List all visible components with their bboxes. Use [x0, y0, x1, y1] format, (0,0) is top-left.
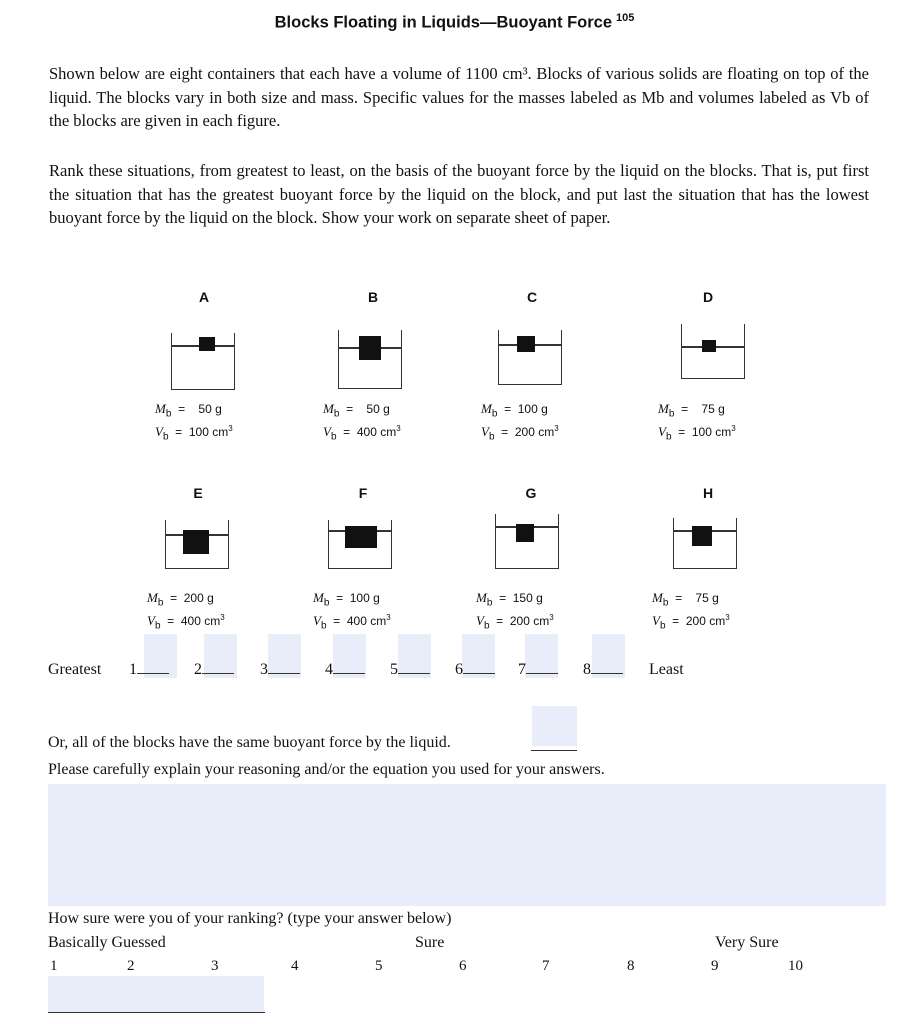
- mass-a: 50 g: [198, 402, 222, 416]
- rank-slot-7: 7: [518, 661, 558, 679]
- confidence-label-low: Basically Guessed: [48, 934, 166, 951]
- confidence-question: How sure were you of your ranking? (type your answer below): [48, 910, 452, 927]
- container-f-values: $M_b = 100$ g $V_b = 400$ $cm^3$: [313, 590, 391, 632]
- scale-9: 9: [711, 958, 719, 974]
- same-force-input[interactable]: [532, 706, 577, 746]
- scale-3: 3: [211, 958, 219, 974]
- container-e: [165, 520, 229, 569]
- container-f-label: F: [358, 485, 368, 501]
- scale-4: 4: [291, 958, 299, 974]
- container-a-values: $M_b$ = 50 g $V_b = 100$ $cm^3$: [155, 401, 233, 443]
- confidence-label-mid: Sure: [415, 934, 445, 951]
- intro-paragraph: Shown below are eight containers that each have a volume of 1100 cm³. Blocks of various solids are floating on top of the liquid. The blocks vary in both size and mass. Specific values for the masses labeled as Mb and volumes labeled as Vb of the blocks are given in each figure.: [49, 64, 869, 130]
- block-e: [183, 530, 209, 554]
- rank-slot-4: 4: [325, 661, 365, 679]
- mass-d: 75 g: [701, 402, 725, 416]
- block-a: [199, 337, 215, 351]
- rank-slot-8: 8: [583, 661, 623, 679]
- page-number: 105: [616, 12, 635, 24]
- explanation-textarea[interactable]: [48, 784, 886, 906]
- rank-slot-5: 5: [390, 661, 430, 679]
- container-c-label: C: [526, 289, 538, 305]
- container-b-label: B: [367, 289, 379, 305]
- mass-f: 100 g: [349, 591, 380, 605]
- explain-prompt: Please carefully explain your reasoning and/or the equation you used for your answers.: [48, 761, 605, 778]
- block-b: [359, 336, 381, 360]
- volume-e: 400 cm: [180, 614, 221, 629]
- container-c: [498, 330, 562, 385]
- container-b-values: $M_b$ = 50 g $V_b = 400$ $cm^3$: [323, 401, 401, 443]
- block-f: [345, 526, 377, 548]
- scale-5: 5: [375, 958, 383, 974]
- scale-2: 2: [127, 958, 135, 974]
- volume-f: 400 cm: [346, 614, 387, 629]
- mass-g: 150 g: [512, 591, 543, 605]
- container-h: [673, 518, 737, 569]
- scale-1: 1: [50, 958, 58, 974]
- block-g: [516, 524, 534, 542]
- container-a: [171, 333, 235, 390]
- rank-slot-1: 1: [129, 661, 169, 679]
- scale-10: 10: [788, 958, 803, 974]
- container-g-label: G: [525, 485, 537, 501]
- volume-a: 100 cm: [188, 425, 229, 440]
- greatest-label: Greatest: [48, 661, 102, 678]
- block-c: [517, 336, 535, 352]
- container-c-values: $M_b = 100$ g $V_b = 200$ $cm^3$: [481, 401, 559, 443]
- page-title: [0, 12, 909, 33]
- block-h: [692, 526, 712, 546]
- container-h-values: $M_b$ = 75 g $V_b = 200$ $cm^3$: [652, 590, 730, 632]
- container-b: [338, 330, 402, 389]
- rank-slot-6: 6: [455, 661, 495, 679]
- volume-d: 100 cm: [691, 425, 732, 440]
- same-force-text: Or, all of the blocks have the same buoyant force by the liquid.: [48, 734, 451, 751]
- container-g: [495, 514, 559, 569]
- mass-e: 200 g: [183, 591, 214, 605]
- container-e-label: E: [193, 485, 203, 501]
- least-label: Least: [649, 661, 684, 678]
- rank-slot-3: 3: [260, 661, 300, 679]
- confidence-input[interactable]: [48, 976, 264, 1012]
- container-e-values: $M_b = 200$ g $V_b = 400$ $cm^3$: [147, 590, 225, 632]
- mass-h: 75 g: [695, 591, 719, 605]
- same-force-underline: [531, 750, 577, 751]
- scale-8: 8: [627, 958, 635, 974]
- container-d-label: D: [702, 289, 714, 305]
- rank-slot-2: 2: [194, 661, 234, 679]
- instructions-paragraph: Rank these situations, from greatest to least, on the basis of the buoyant force by the liquid on the blocks. That is, put first the situation that has the greatest buoyant force by the liquid on the block, and put last the situation that has the lowest buoyant force by the liquid on the block. Show your work on separate sheet of paper.: [49, 161, 869, 227]
- confidence-underline: [48, 1012, 265, 1013]
- confidence-label-high: Very Sure: [715, 934, 779, 951]
- scale-7: 7: [542, 958, 550, 974]
- scale-6: 6: [459, 958, 467, 974]
- mass-c: 100 g: [517, 402, 548, 416]
- container-g-values: $M_b = 150$ g $V_b = 200$ $cm^3$: [476, 590, 554, 632]
- volume-h: 200 cm: [685, 614, 726, 629]
- container-d-values: $M_b$ = 75 g $V_b = 100$ $cm^3$: [658, 401, 736, 443]
- container-f: [328, 520, 392, 569]
- volume-b: 400 cm: [356, 425, 397, 440]
- mass-b: 50 g: [366, 402, 390, 416]
- container-a-label: A: [198, 289, 210, 305]
- container-d: [681, 324, 745, 379]
- volume-g: 200 cm: [509, 614, 550, 629]
- title-text: Blocks Floating in Liquids—Buoyant Force: [274, 13, 612, 32]
- block-d: [702, 340, 716, 352]
- container-h-label: H: [702, 485, 714, 501]
- volume-c: 200 cm: [514, 425, 555, 440]
